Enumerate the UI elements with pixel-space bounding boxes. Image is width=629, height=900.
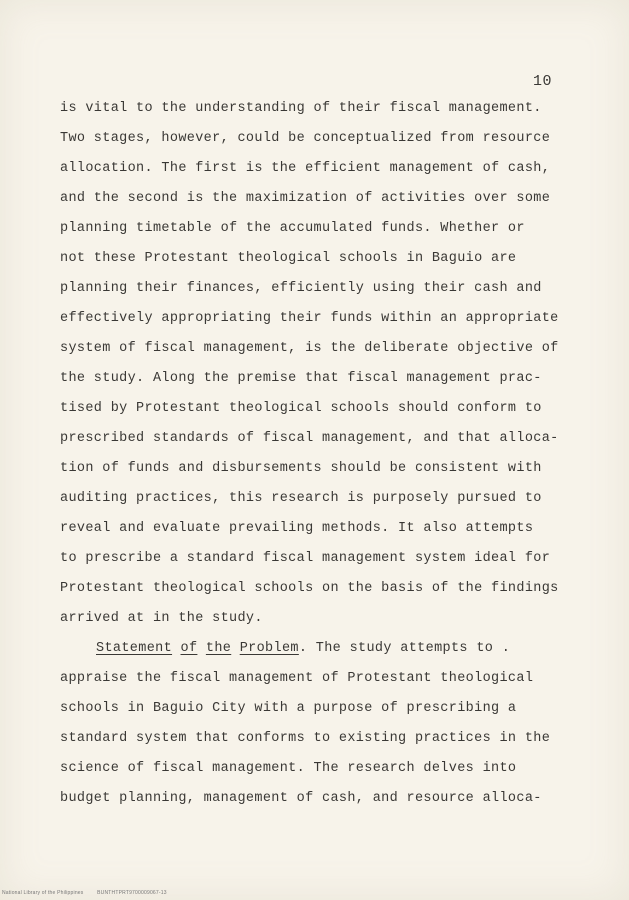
section-heading-word: of — [180, 641, 198, 656]
section-heading-period: . — [298, 641, 308, 656]
section-heading-word: Statement — [96, 641, 173, 656]
section-heading-word: Problem — [239, 641, 299, 656]
text-line: system of fiscal management, is the deliberate objective of — [60, 341, 559, 356]
footer-code: BUNTHTPRT9700009067-13 — [97, 890, 167, 896]
footer — [2, 890, 167, 896]
text-line: arrived at in the study. — [60, 611, 263, 626]
text-line: and the second is the maximization of activities over some — [60, 191, 551, 206]
body-text — [60, 94, 580, 814]
text-line: science of fiscal management. The research delves into — [60, 761, 517, 776]
text-line: not these Protestant theological schools in Baguio are — [60, 251, 517, 266]
text-line: tion of funds and disbursements should be consistent with — [60, 461, 542, 476]
text-line: effectively appropriating their funds within an appropriate — [60, 311, 559, 326]
text-line: to prescribe a standard fiscal management system ideal for — [60, 551, 551, 566]
text-line: planning timetable of the accumulated funds. Whether or — [60, 221, 525, 236]
text-line: allocation. The first is the efficient management of cash, — [60, 161, 551, 176]
text-line: Two stages, however, could be conceptualized from resource — [60, 131, 551, 146]
section-heading-word: the — [205, 641, 232, 656]
text-line: Protestant theological schools on the basis of the findings — [60, 581, 559, 596]
section-heading-line — [60, 634, 580, 664]
text-line: reveal and evaluate prevailing methods. It also attempts — [60, 521, 534, 536]
footer-institution: National Library of the Philippines — [2, 890, 84, 896]
text-line: prescribed standards of fiscal management, and that alloca- — [60, 431, 559, 446]
text-line: the study. Along the premise that fiscal management prac- — [60, 371, 542, 386]
text-line: standard system that conforms to existing practices in the — [60, 731, 551, 746]
text-line: auditing practices, this research is purposely pursued to — [60, 491, 542, 506]
text-line: is vital to the understanding of their fiscal management. — [60, 101, 542, 116]
section-first-line-text: The study attempts to . — [307, 641, 511, 656]
text-line: planning their finances, efficiently using their cash and — [60, 281, 542, 296]
text-line: tised by Protestant theological schools should conform to — [60, 401, 542, 416]
text-line: appraise the fiscal management of Protestant theological — [60, 671, 534, 686]
text-line: budget planning, management of cash, and resource alloca- — [60, 791, 542, 806]
text-line: schools in Baguio City with a purpose of prescribing a — [60, 701, 517, 716]
page-number: 10 — [533, 73, 553, 90]
